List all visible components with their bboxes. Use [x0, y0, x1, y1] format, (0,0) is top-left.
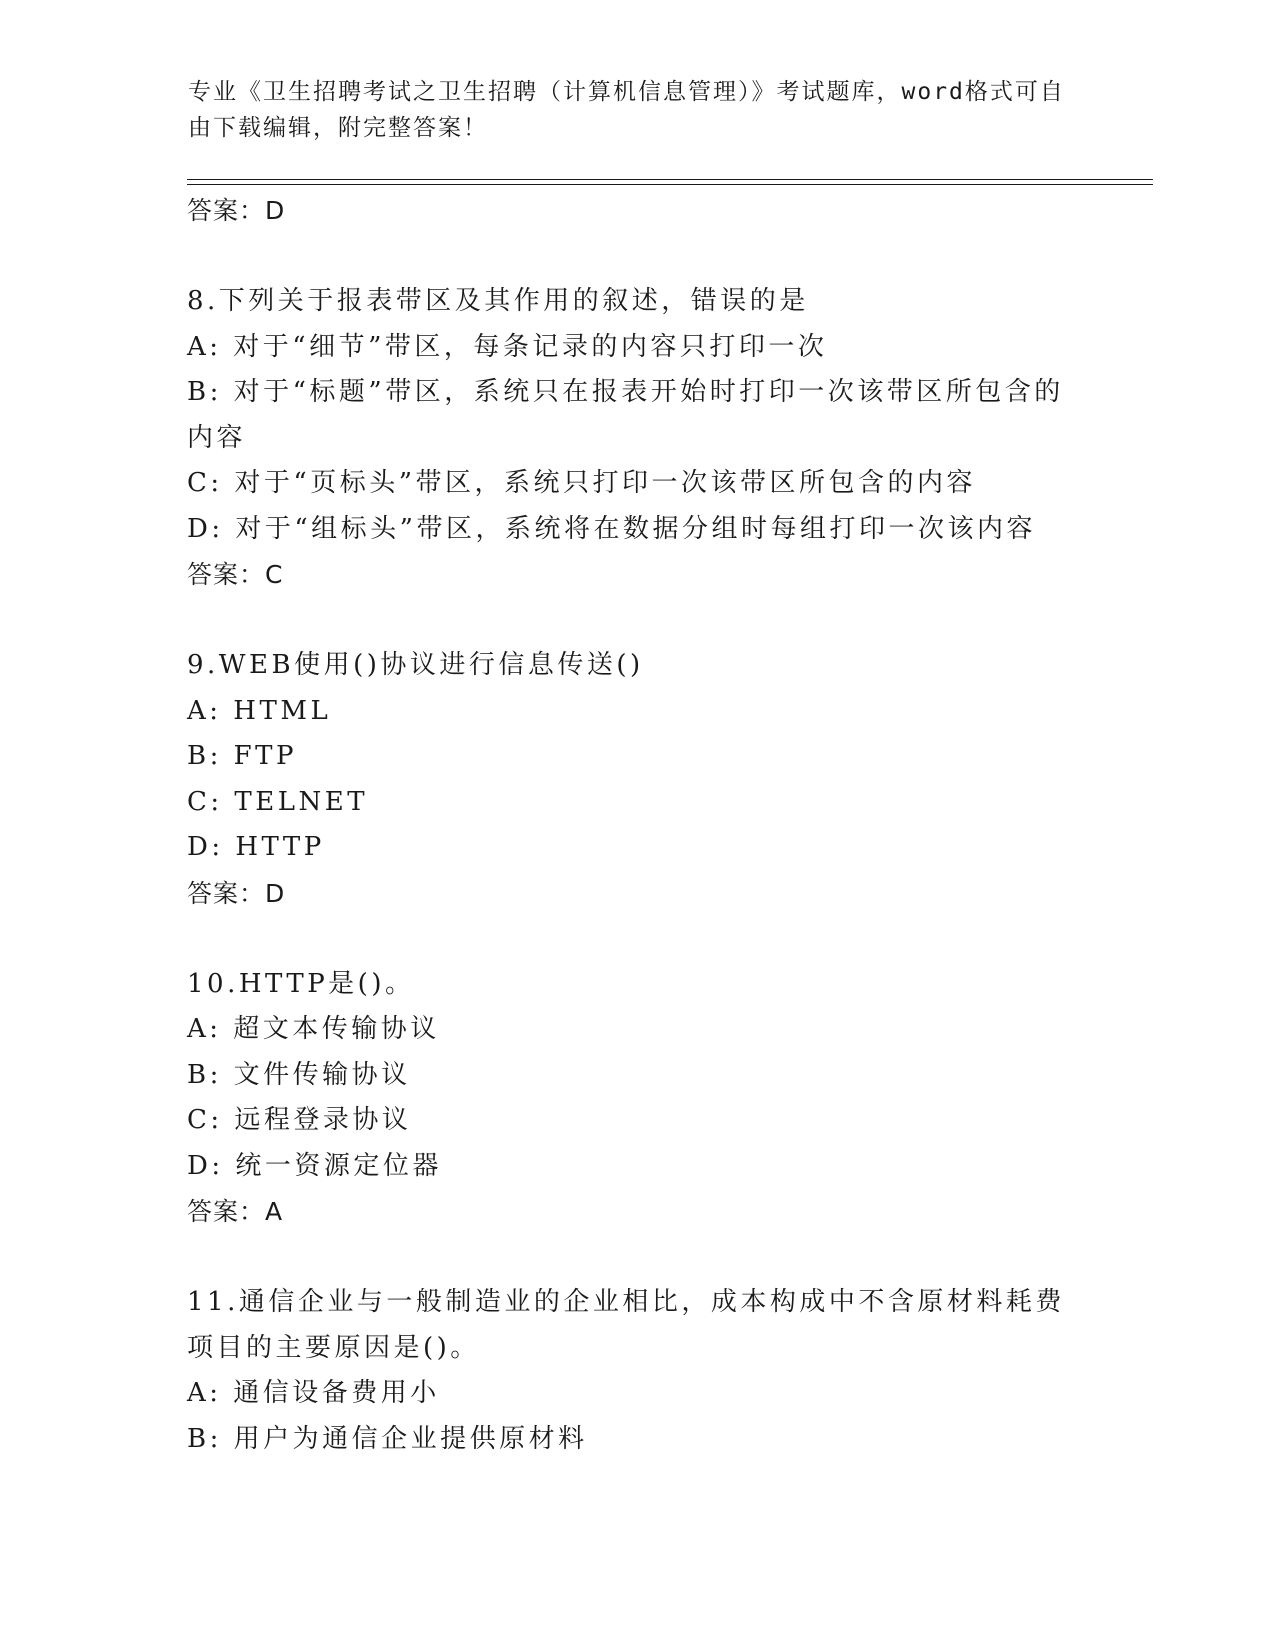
- question-stem: 9.WEB使用()协议进行信息传送(): [187, 650, 644, 680]
- option-a: A: 超文本传输协议: [187, 1014, 440, 1044]
- option-d: D: 统一资源定位器: [187, 1150, 442, 1181]
- question-10: [187, 962, 1087, 1236]
- option-a: A: 对于“细节”带区，每条记录的内容只打印一次: [187, 331, 828, 362]
- answer-line: 答案：A: [187, 1197, 284, 1226]
- page-header: 专业《卫生招聘考试之卫生招聘（计算机信息管理）》考试题库，word格式可自由下载编辑，附完整答案！: [188, 79, 1065, 141]
- question-11: [187, 1280, 1087, 1462]
- answer-line: 答案：C: [187, 560, 284, 589]
- option-d: D: HTTP: [187, 832, 325, 862]
- option-d: D: 对于“组标头”带区，系统将在数据分组时每组打印一次该内容: [187, 513, 1036, 544]
- answer-line: 答案：D: [187, 878, 286, 908]
- question-stem: 8.下列关于报表带区及其作用的叙述，错误的是: [187, 286, 809, 316]
- question-list: [187, 188, 1087, 1462]
- option-b: B: 对于“标题”带区，系统只在报表开始时打印一次该带区所包含的内容: [187, 377, 1064, 453]
- header-divider-bottom: [187, 184, 1153, 185]
- header-divider-top: [187, 179, 1153, 180]
- option-a: A: 通信设备费用小: [187, 1378, 440, 1408]
- option-a: A: HTML: [187, 695, 332, 726]
- question-9: [187, 643, 1087, 917]
- option-c: C: 远程登录协议: [187, 1105, 412, 1135]
- option-b: B: FTP: [187, 741, 298, 771]
- option-b: B: 用户为通信企业提供原材料: [187, 1423, 588, 1454]
- option-c: C: 对于“页标头”带区，系统只打印一次该带区所包含的内容: [187, 468, 977, 498]
- question-8: [187, 279, 1087, 598]
- question-stem: 11.通信企业与一般制造业的企业相比，成本构成中不含原材料耗费项目的主要原因是()。: [187, 1287, 1065, 1363]
- option-b: B: 文件传输协议: [187, 1059, 411, 1090]
- answer-line: 答案：D: [187, 196, 286, 225]
- question-stem: 10.HTTP是()。: [187, 968, 415, 999]
- option-c: C: TELNET: [187, 786, 369, 817]
